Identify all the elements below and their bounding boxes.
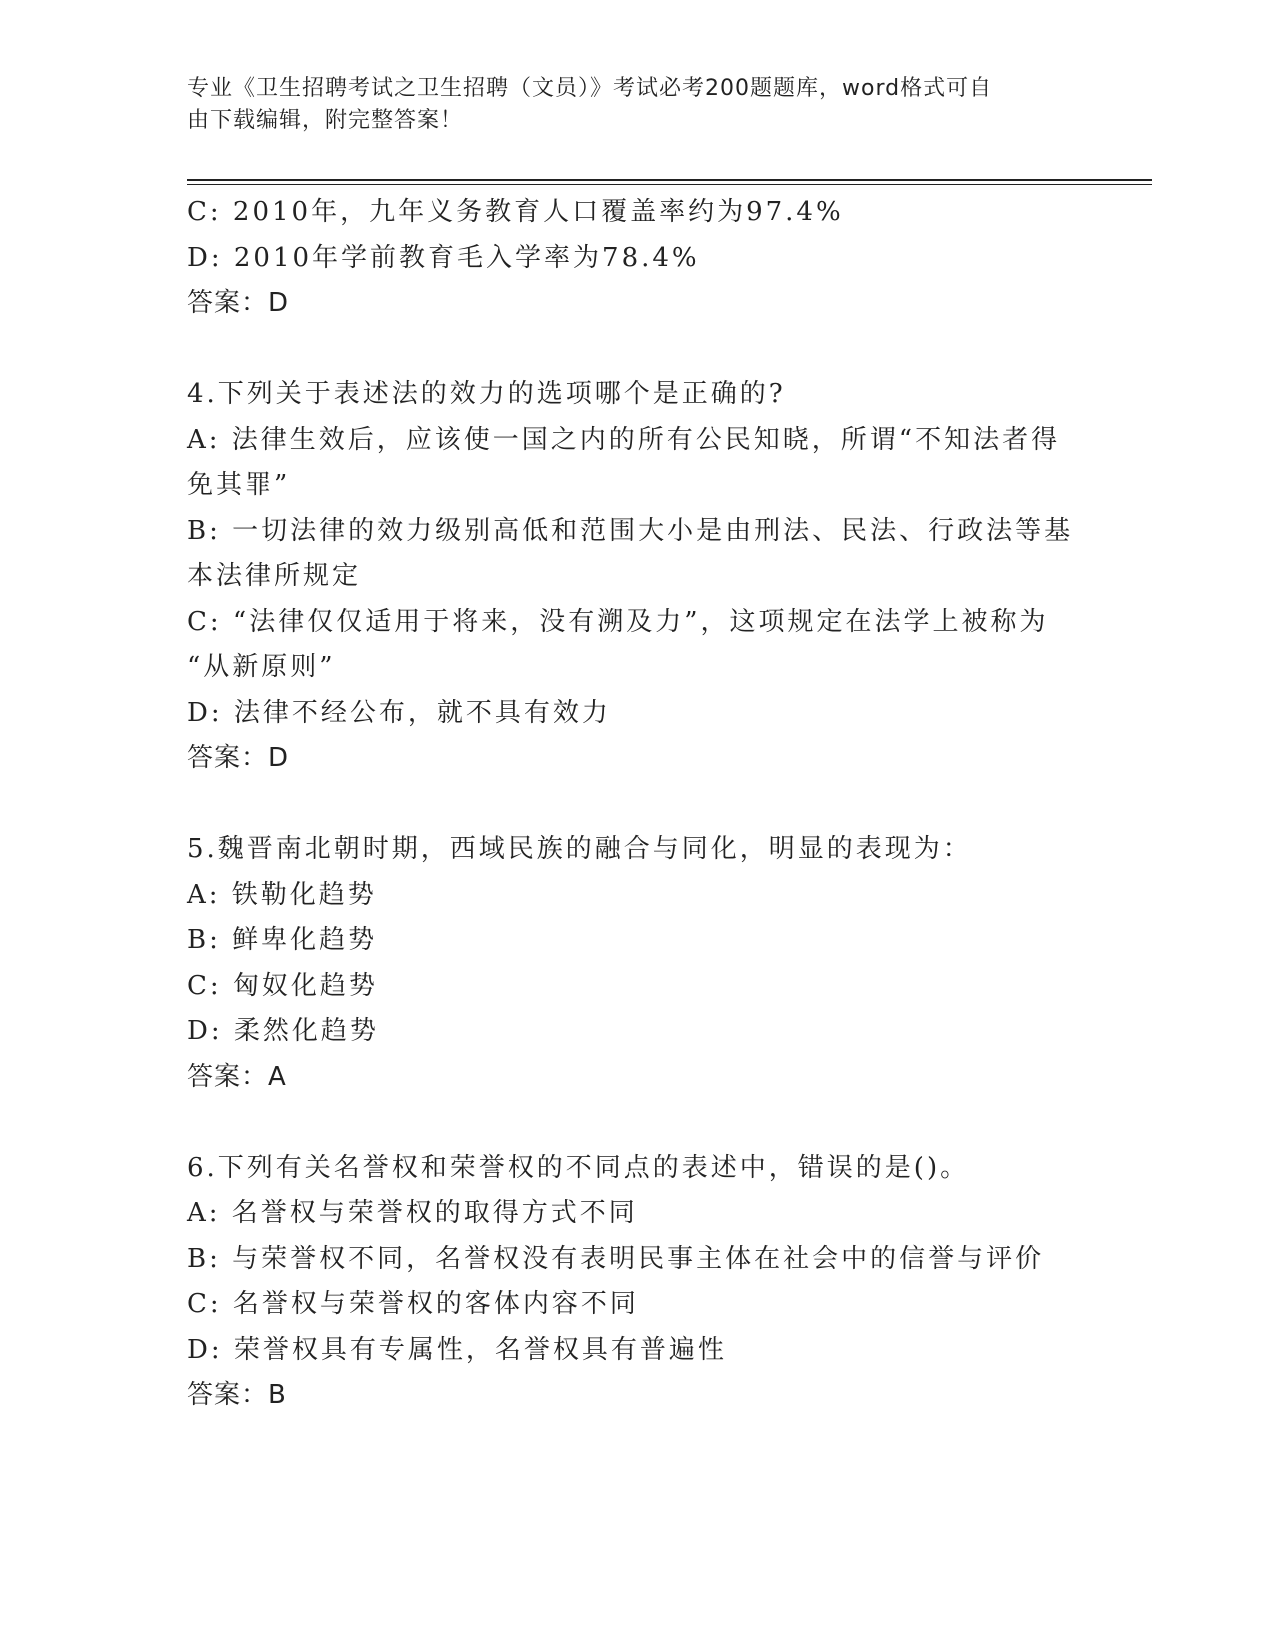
spacer <box>187 327 1087 373</box>
q3-answer: 答案：D <box>187 288 290 318</box>
q5-answer: 答案：A <box>187 1061 287 1092</box>
question-6 <box>187 1146 1087 1419</box>
q6-option-b: B: 与荣誉权不同，名誉权没有表明民事主体在社会中的信誉与评价 <box>187 1243 1045 1274</box>
document-body <box>187 190 1087 1419</box>
q4-option-d: D: 法律不经公布，就不具有效力 <box>187 697 611 728</box>
q4-option-b-line-2: 本法律所规定 <box>187 561 362 591</box>
header-divider-thick <box>187 179 1152 181</box>
q4-option-a-line-2: 免其罪” <box>187 470 291 500</box>
q4-option-a-line-1: A: 法律生效后，应该使一国之内的所有公民知晓，所谓“不知法者得 <box>187 424 1061 455</box>
question-4 <box>187 372 1087 782</box>
question-5 <box>187 827 1087 1100</box>
header-line-1: 专业《卫生招聘考试之卫生招聘（文员）》考试必考200题题库，word格式可自 <box>187 76 993 101</box>
q4-option-b-line-1: B: 一切法律的效力级别高低和范围大小是由刑法、民法、行政法等基 <box>187 515 1074 546</box>
q4-option-c-line-1: C: “法律仅仅适用于将来，没有溯及力”，这项规定在法学上被称为 <box>187 606 1049 637</box>
q3-option-d: D: 2010年学前教育毛入学率为78.4% <box>187 242 700 273</box>
header-divider-thin <box>187 184 1152 185</box>
document-header <box>187 73 1067 137</box>
q6-question: 6.下列有关名誉权和荣誉权的不同点的表述中，错误的是()。 <box>187 1152 970 1183</box>
q5-option-c: C: 匈奴化趋势 <box>187 970 378 1001</box>
q3-option-c: C: 2010年，九年义务教育人口覆盖率约为97.4% <box>187 197 844 227</box>
question-3-tail <box>187 190 1087 327</box>
q5-option-a: A: 铁勒化趋势 <box>187 879 377 910</box>
q4-answer: 答案：D <box>187 743 290 773</box>
header-line-2: 由下载编辑，附完整答案！ <box>187 108 464 133</box>
q6-option-a: A: 名誉权与荣誉权的取得方式不同 <box>187 1198 638 1228</box>
q4-question: 4.下列关于表述法的效力的选项哪个是正确的? <box>187 379 786 409</box>
q5-question: 5.魏晋南北朝时期，西域民族的融合与同化，明显的表现为： <box>187 834 972 864</box>
spacer <box>187 782 1087 828</box>
q4-option-c-line-2: “从新原则” <box>187 652 336 682</box>
q5-option-d: D: 柔然化趋势 <box>187 1016 379 1046</box>
q6-answer: 答案：B <box>187 1380 287 1410</box>
q6-option-c: C: 名誉权与荣誉权的客体内容不同 <box>187 1289 639 1319</box>
q5-option-b: B: 鲜卑化趋势 <box>187 925 378 955</box>
spacer <box>187 1100 1087 1146</box>
q6-option-d: D: 荣誉权具有专属性，名誉权具有普遍性 <box>187 1334 727 1365</box>
